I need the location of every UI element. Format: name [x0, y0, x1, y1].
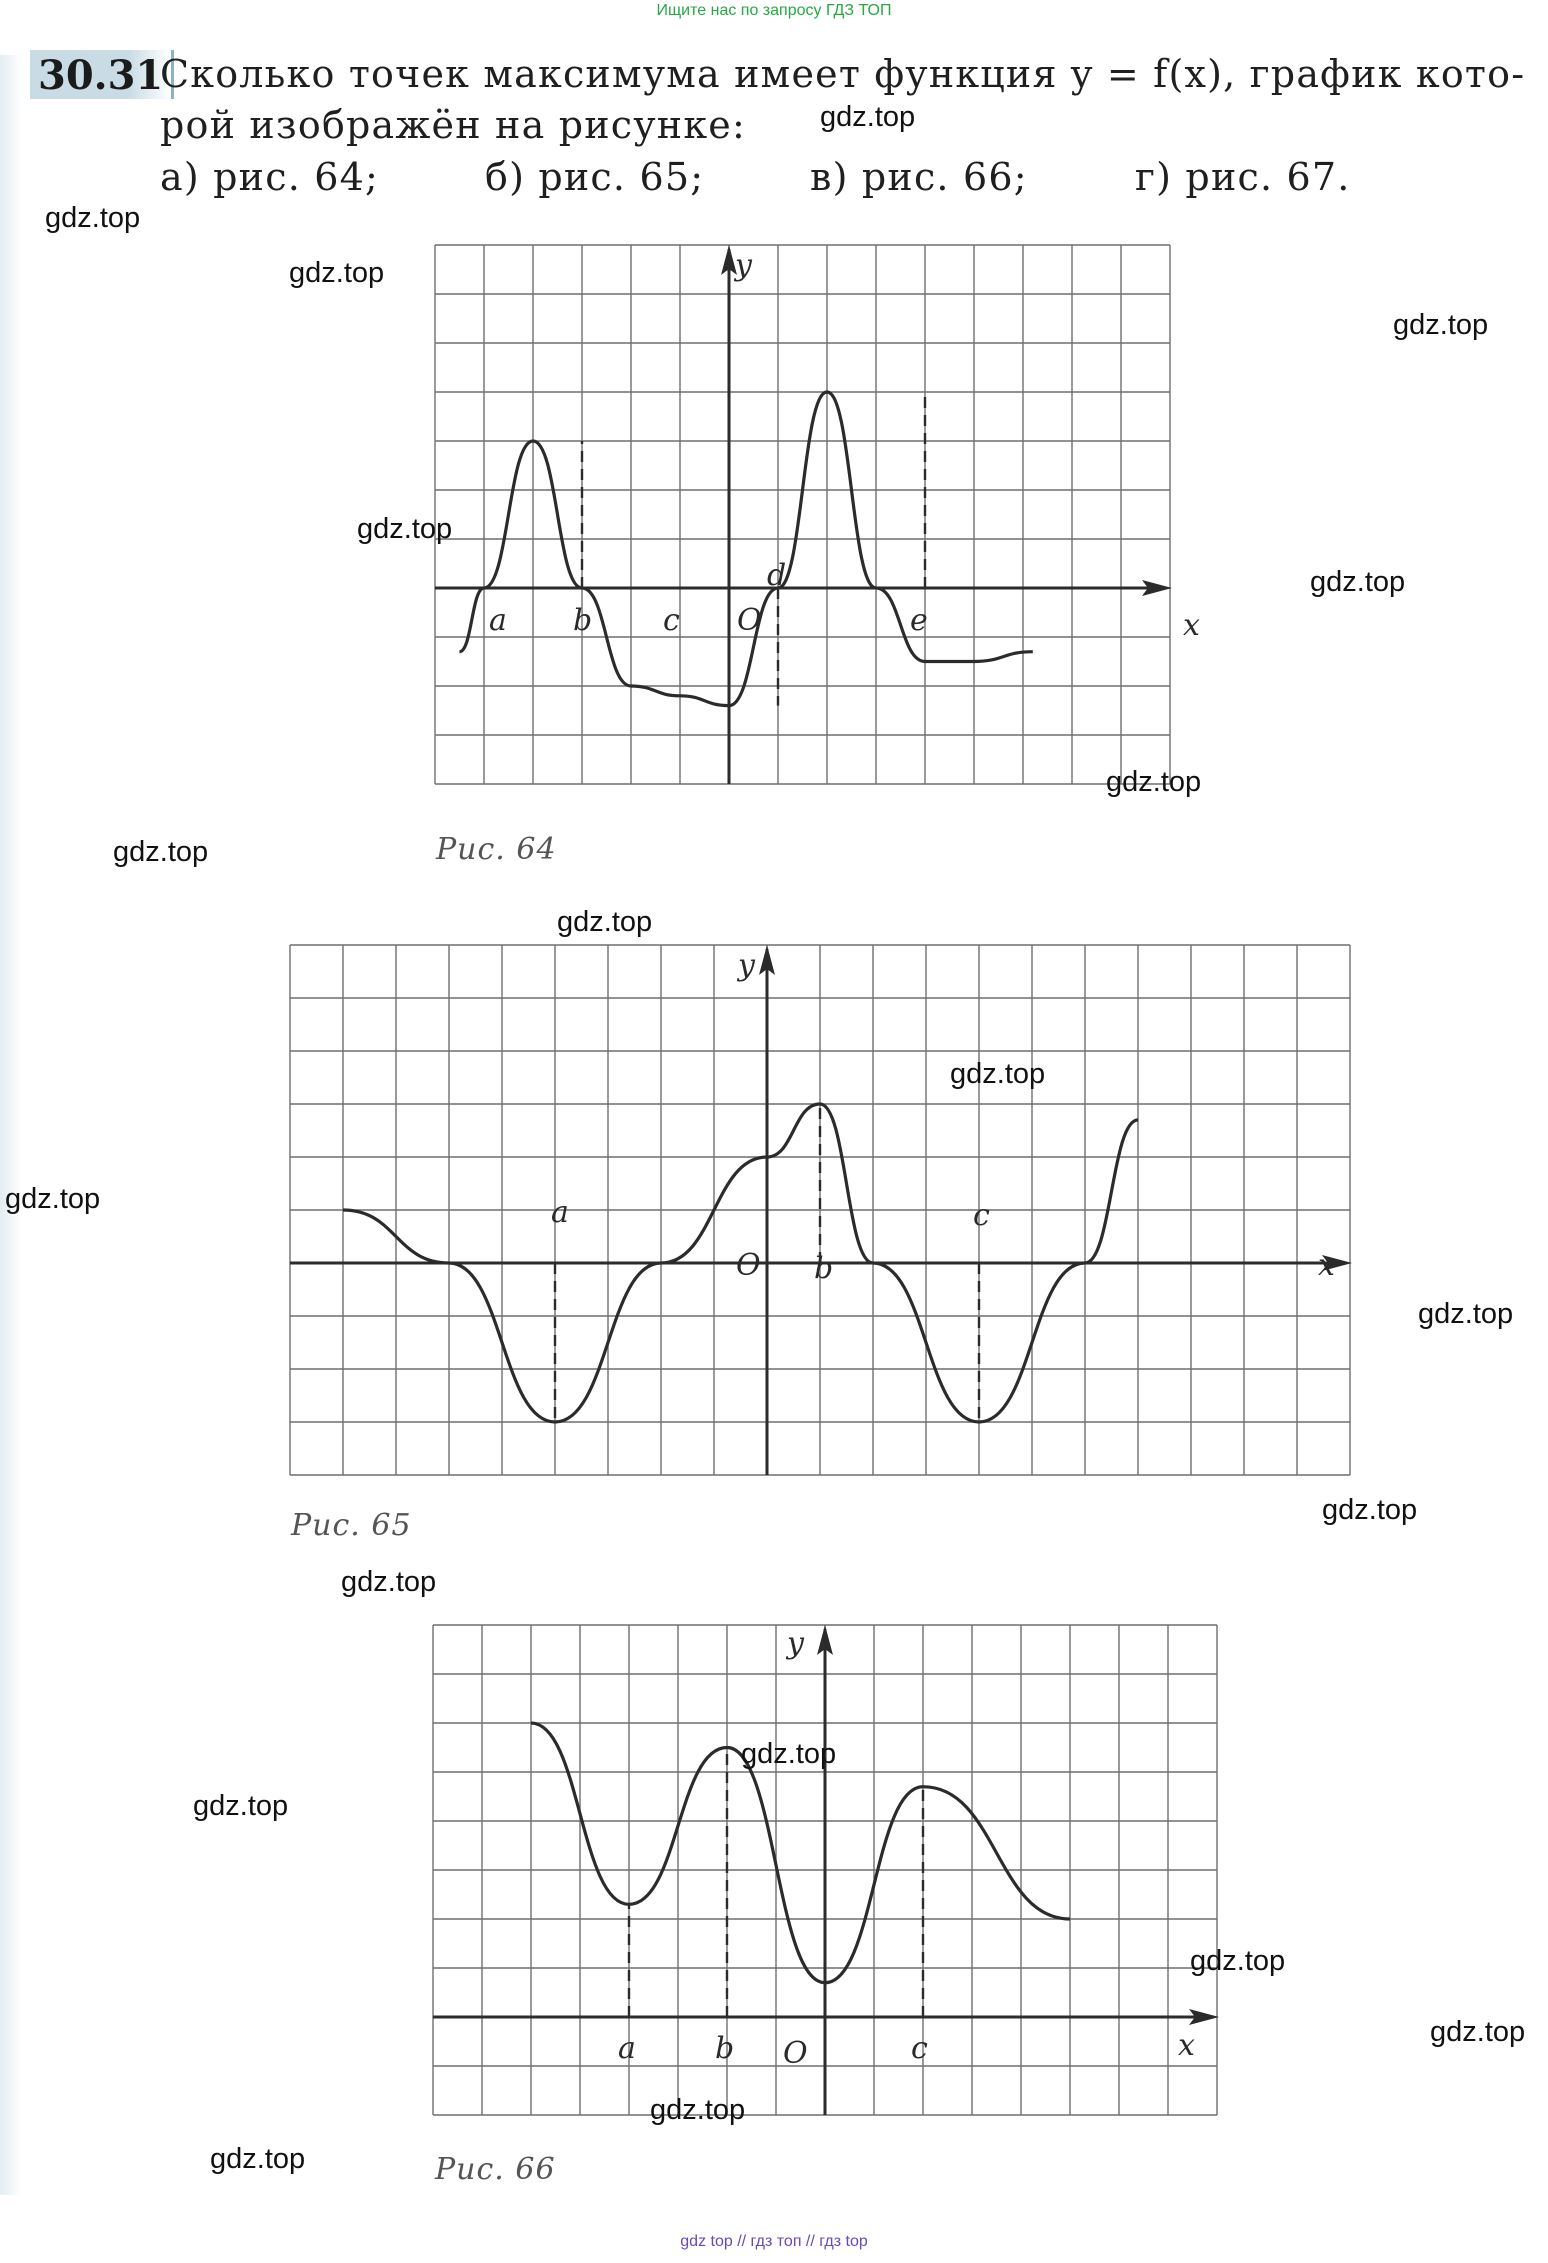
figure-66-x-label: x — [1178, 2028, 1195, 2063]
watermark: gdz.top — [1393, 309, 1489, 341]
watermark: gdz.top — [210, 2143, 306, 2175]
watermark: gdz.top — [1322, 1494, 1418, 1526]
figure-65-graph — [290, 945, 1370, 1485]
figure-64-curve — [460, 392, 1033, 706]
page-edge-tint — [0, 55, 22, 2195]
figure-64-label-c: c — [663, 603, 680, 638]
figure-64-graph — [435, 245, 1215, 805]
figure-65-label-a: a — [551, 1195, 569, 1230]
figure-65-label-b: b — [814, 1251, 834, 1286]
option-d: г) рис. 67. — [1135, 155, 1351, 199]
problem-number: 30.31 — [30, 50, 174, 99]
figure-64-guides — [582, 392, 925, 706]
figure-66-label-c: c — [911, 2031, 928, 2066]
watermark: gdz.top — [1106, 766, 1202, 798]
figure-66-origin-label: O — [783, 2036, 808, 2071]
watermark: gdz.top — [45, 202, 141, 234]
figure-65-x-label: x — [1318, 1248, 1335, 1283]
problem-text-line-2: рой изображён на рисунке: — [160, 103, 746, 147]
option-a: а) рис. 64; — [160, 155, 380, 199]
watermark: gdz.top — [1418, 1298, 1514, 1330]
watermark: gdz.top — [741, 1738, 837, 1770]
figure-66-graph — [433, 1625, 1213, 2130]
figure-64-label-b: b — [573, 603, 593, 638]
watermark: gdz.top — [5, 1183, 101, 1215]
figure-66-grid — [433, 1625, 1219, 2115]
watermark: gdz.top — [357, 513, 453, 545]
top-banner[interactable]: Ищите нас по запросу ГДЗ ТОП — [656, 2, 892, 19]
option-b: б) рис. 65; — [485, 155, 705, 199]
figure-66-label-b: b — [715, 2031, 735, 2066]
figure-65-origin-label: O — [736, 1248, 761, 1283]
figure-64-y-label: y — [735, 248, 752, 283]
figure-65-label-c: c — [973, 1198, 990, 1233]
option-c: в) рис. 66; — [810, 155, 1028, 199]
figure-64-grid — [435, 245, 1172, 784]
figure-65-grid — [290, 945, 1352, 1475]
watermark: gdz.top — [557, 906, 653, 938]
figure-66-label-a: a — [618, 2031, 636, 2066]
figure-65-caption: Рис. 65 — [291, 1508, 412, 1543]
figure-65-y-label: y — [738, 948, 755, 983]
figure-64-label-d: d — [767, 558, 787, 593]
watermark: gdz.top — [1190, 1945, 1286, 1977]
watermark: gdz.top — [289, 257, 385, 289]
watermark: gdz.top — [113, 836, 209, 868]
figure-66-y-label: y — [787, 1626, 804, 1661]
figure-64-caption: Рис. 64 — [436, 832, 557, 867]
watermark: gdz.top — [193, 1790, 289, 1822]
watermark: gdz.top — [820, 101, 916, 133]
figure-64-label-e: e — [910, 603, 928, 638]
watermark: gdz.top — [341, 1566, 437, 1598]
figure-64-x-label: x — [1183, 608, 1200, 643]
bottom-banner[interactable]: gdz top // гдз топ // гдз top — [680, 2233, 868, 2250]
watermark: gdz.top — [650, 2094, 746, 2126]
watermark: gdz.top — [1310, 566, 1406, 598]
watermark: gdz.top — [1430, 2016, 1526, 2048]
problem-text-line-1: Сколько точек максимума имеет функция y = f(x), график кото- — [160, 52, 1526, 96]
figure-64-label-a: a — [489, 603, 507, 638]
watermark: gdz.top — [950, 1058, 1046, 1090]
figure-64-origin-label: O — [737, 603, 762, 638]
figure-66-caption: Рис. 66 — [435, 2152, 556, 2187]
